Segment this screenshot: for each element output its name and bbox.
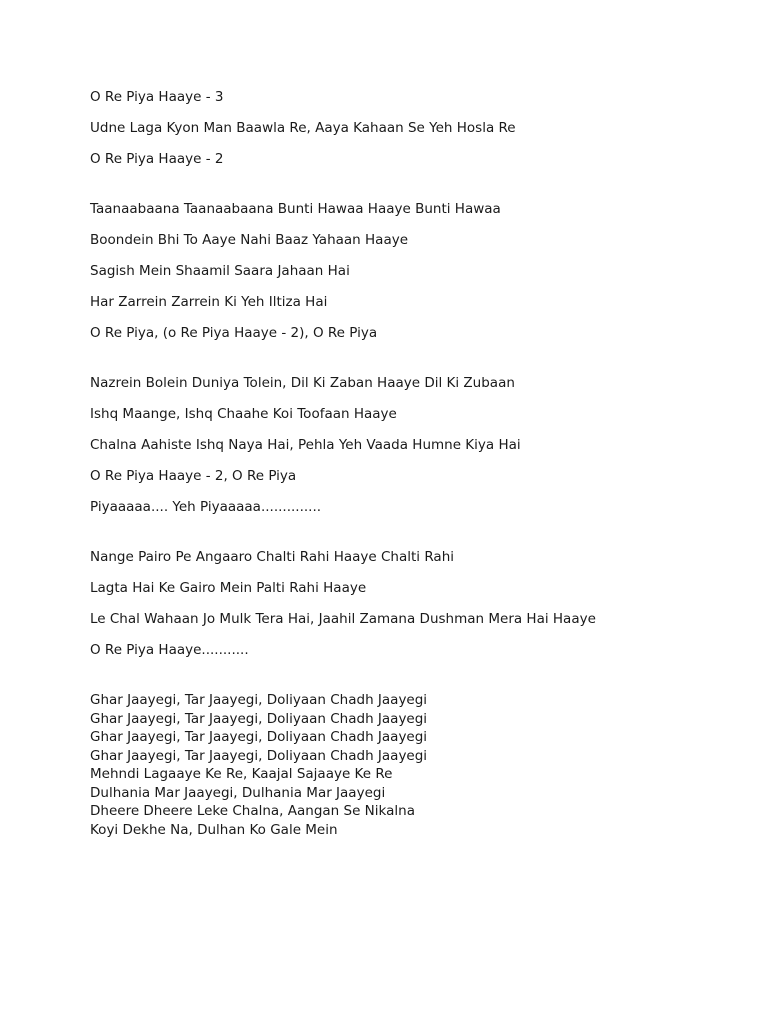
lyric-line: Koyi Dekhe Na, Dulhan Ko Gale Mein [90,821,338,838]
lyric-line: Nange Pairo Pe Angaaro Chalti Rahi Haaye Chalti Rahi [90,549,455,565]
lyric-line: Chalna Aahiste Ishq Naya Hai, Pehla Yeh Vaada Humne Kiya Hai [90,437,521,453]
stanza-4 [90,548,730,660]
lyric-line: Boondein Bhi To Aaye Nahi Baaz Yahaan Haaye [90,232,409,248]
lyric-line: Le Chal Wahaan Jo Mulk Tera Hai, Jaahil Zamana Dushman Mera Hai Haaye [90,611,596,627]
stanza-1 [90,88,730,169]
lyric-line: Lagta Hai Ke Gairo Mein Palti Rahi Haaye [90,580,367,596]
stanza-5 [90,691,730,839]
lyrics-body [90,88,730,839]
stanza-2 [90,200,730,343]
lyric-line: Ghar Jaayegi, Tar Jaayegi, Doliyaan Chadh Jaayegi [90,729,428,745]
lyric-line: Har Zarrein Zarrein Ki Yeh Iltiza Hai [90,294,328,310]
lyric-line: Dulhania Mar Jaayegi, Dulhania Mar Jaayegi [90,784,386,801]
lyric-line: O Re Piya Haaye - 2, O Re Piya [90,468,297,484]
lyric-line: Udne Laga Kyon Man Baawla Re, Aaya Kahaan Se Yeh Hosla Re [90,120,516,136]
lyric-line: Piyaaaaa.... Yeh Piyaaaaa.............. [90,499,322,515]
lyric-line: Ghar Jaayegi, Tar Jaayegi, Doliyaan Chadh Jaayegi [90,747,428,764]
lyric-line: Ghar Jaayegi, Tar Jaayegi, Doliyaan Chadh Jaayegi [90,710,428,727]
lyric-line: Mehndi Lagaaye Ke Re, Kaajal Sajaaye Ke Re [90,766,393,782]
lyric-line: Nazrein Bolein Duniya Tolein, Dil Ki Zaban Haaye Dil Ki Zubaan [90,375,515,391]
lyric-line: Taanaabaana Taanaabaana Bunti Hawaa Haaye Bunti Hawaa [90,201,501,217]
lyric-line: O Re Piya Haaye - 2 [90,151,224,167]
lyric-line: O Re Piya Haaye........... [90,642,249,658]
lyric-line: Ishq Maange, Ishq Chaahe Koi Toofaan Haaye [90,406,397,422]
lyric-line: Sagish Mein Shaamil Saara Jahaan Hai [90,263,350,279]
lyric-line: O Re Piya Haaye - 3 [90,89,224,105]
lyric-line: Dheere Dheere Leke Chalna, Aangan Se Nikalna [90,803,415,819]
lyric-line: Ghar Jaayegi, Tar Jaayegi, Doliyaan Chadh Jaayegi [90,692,428,708]
stanza-3 [90,374,730,517]
lyric-line: O Re Piya, (o Re Piya Haaye - 2), O Re Piya [90,325,378,341]
